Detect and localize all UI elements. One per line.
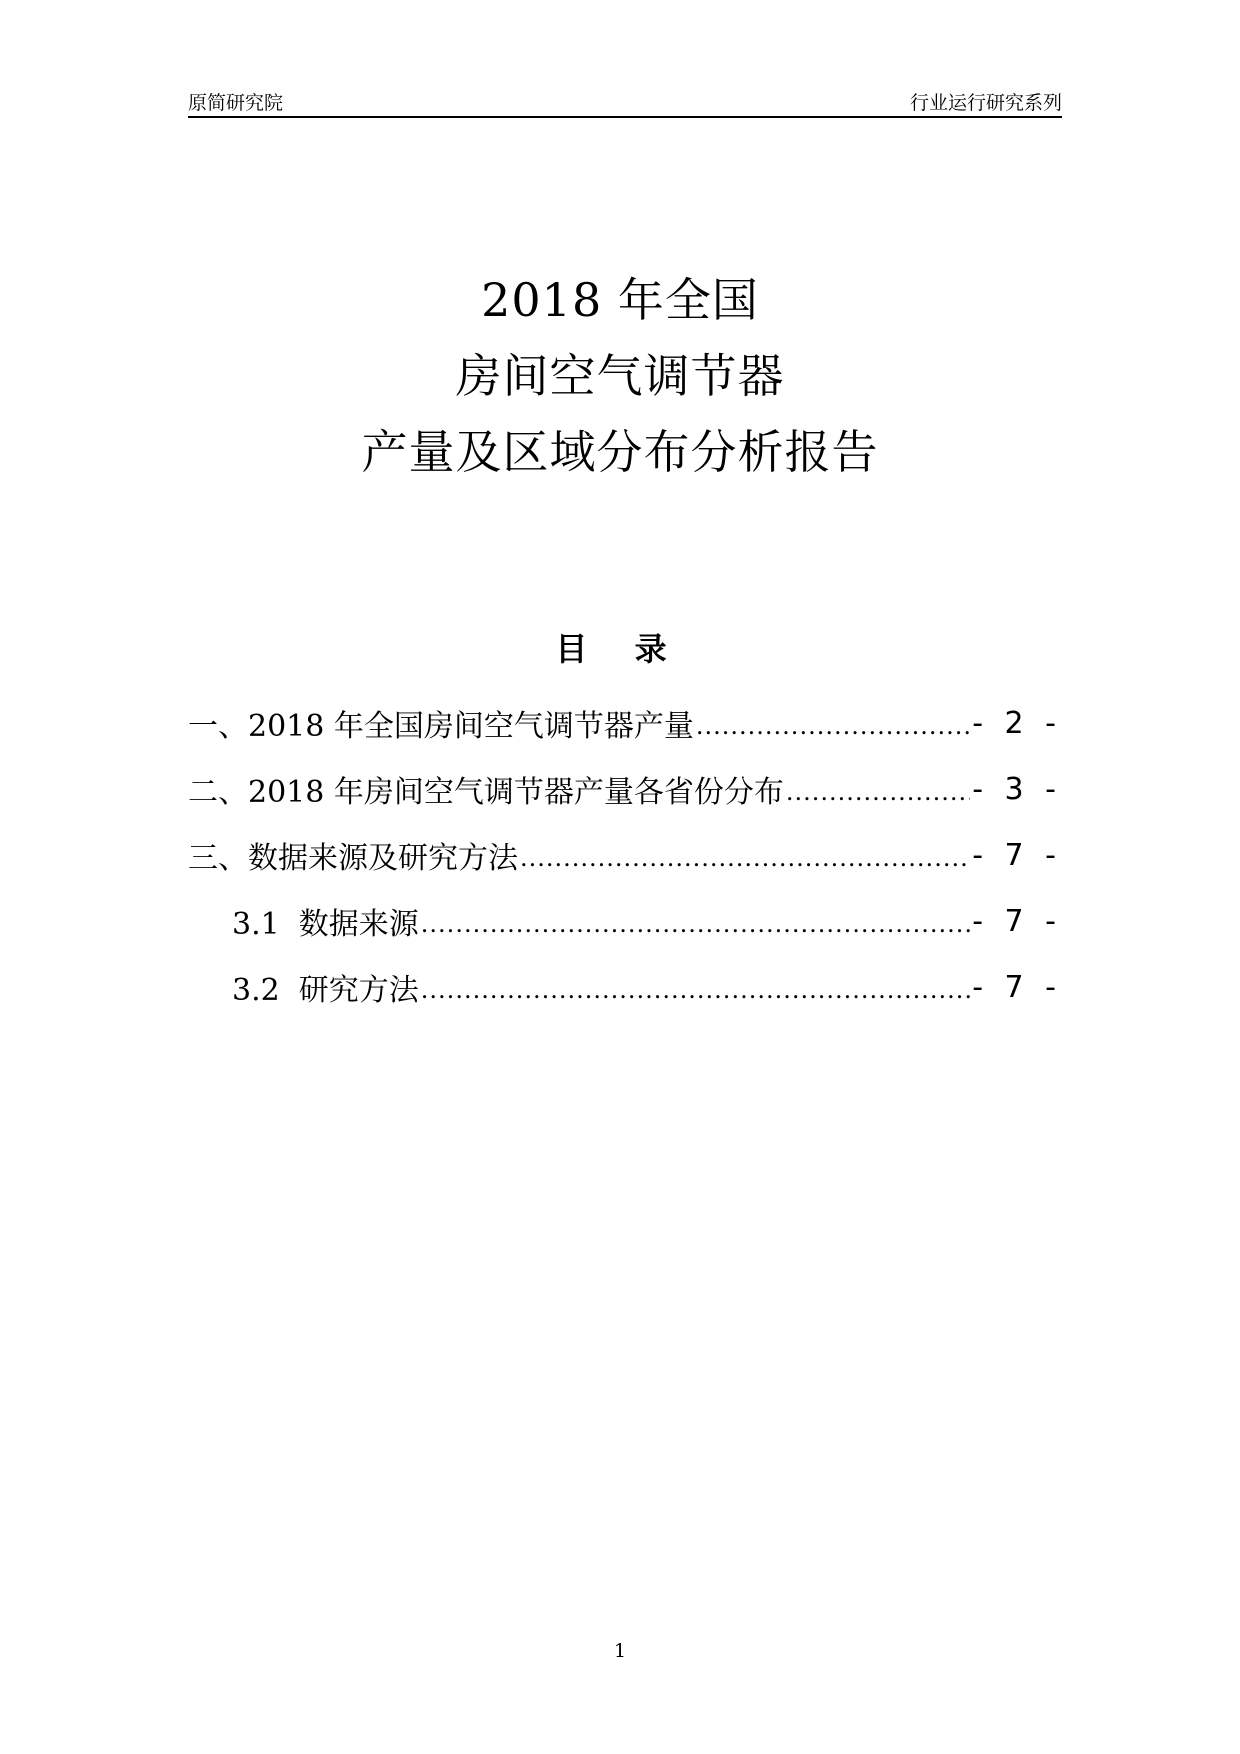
toc-item-label: 3.1 数据来源	[232, 907, 419, 942]
toc-item-label: 二、2018 年房间空气调节器产量各省份分布	[188, 775, 784, 810]
toc-dot-leader	[421, 912, 970, 954]
toc-dot-leader	[786, 780, 970, 822]
toc-item-page: - 7 -	[972, 837, 1062, 873]
toc-item-label: 三、数据来源及研究方法	[188, 841, 518, 876]
toc-item-2[interactable]	[188, 756, 1062, 822]
toc-dot-leader	[421, 978, 970, 1020]
toc-subitem-3-1[interactable]	[188, 888, 1062, 954]
toc-item-label: 一、2018 年全国房间空气调节器产量	[188, 709, 694, 744]
toc-item-page: - 7 -	[972, 903, 1062, 939]
toc-heading: 目 录	[555, 630, 685, 668]
header-series: 行业运行研究系列	[909, 92, 1062, 114]
page-number: 1	[613, 1640, 627, 1662]
toc-item-3[interactable]	[188, 822, 1062, 888]
toc-item-page: - 2 -	[972, 705, 1062, 741]
toc-item-page: - 7 -	[972, 969, 1062, 1005]
toc-item-1[interactable]	[188, 690, 1062, 756]
page-header	[188, 86, 1062, 118]
header-organization: 原简研究院	[188, 92, 284, 114]
toc-dot-leader	[696, 714, 970, 756]
table-of-contents	[188, 690, 1062, 1020]
toc-subitem-3-2[interactable]	[188, 954, 1062, 1020]
toc-dot-leader	[520, 846, 970, 888]
page-footer	[0, 1640, 1240, 1662]
title-line-1: 2018 年全国	[481, 273, 759, 327]
toc-item-label: 3.2 研究方法	[232, 973, 419, 1008]
title-line-3: 产量及区域分布分析报告	[361, 425, 879, 479]
report-title	[0, 262, 1240, 490]
title-line-2: 房间空气调节器	[455, 349, 785, 403]
toc-item-page: - 3 -	[972, 771, 1062, 807]
